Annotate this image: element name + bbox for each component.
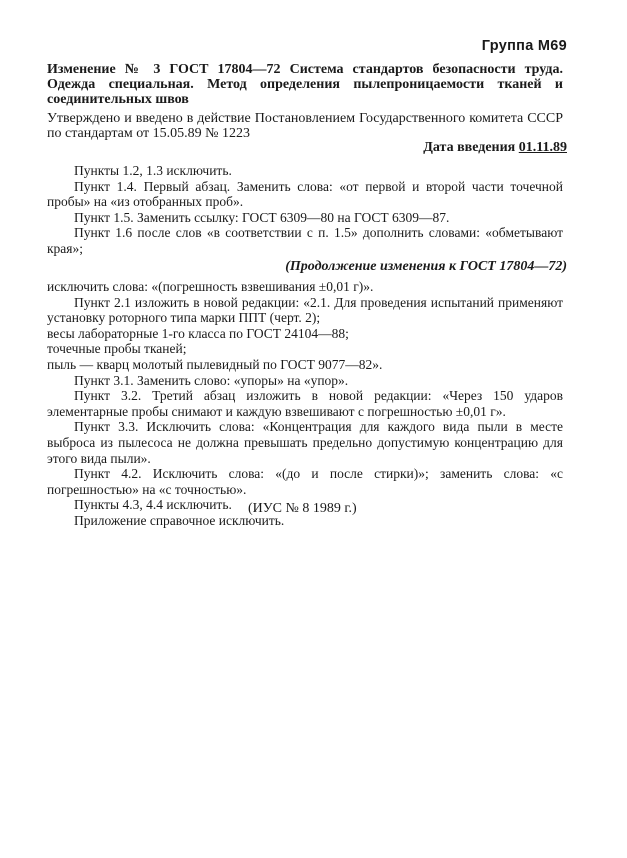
paragraph: Пункт 2.1 изложить в новой редакции: «2.1. Для проведения испытаний применяют установку роторного типа марки ППТ (черт. 2);: [47, 294, 563, 326]
paragraph: Приложение справочное исключить.: [74, 512, 285, 528]
paragraph: Пункт 3.2. Третий абзац изложить в новой редакции: «Через 150 ударов элементарные пробы снимают и каждую взвешивают с погрешностью ±0,01 г».: [47, 388, 563, 419]
paragraph: исключить слова: «(погрешность взвешивания ±0,01 г)».: [47, 279, 374, 294]
source-footer: (ИУС № 8 1989 г.): [248, 501, 357, 516]
effective-date-label: Дата введения: [423, 140, 516, 155]
continuation-heading: (Продолжение изменения к ГОСТ 17804—72): [285, 259, 567, 274]
changes-block-second: [47, 279, 563, 529]
group-label: Группа М69: [481, 38, 567, 54]
paragraph: весы лабораторные 1-го класса по ГОСТ 24104—88;: [47, 325, 349, 341]
paragraph: пыль — кварц молотый пылевидный по ГОСТ 9077—82».: [47, 356, 383, 372]
paragraph: Пункт 1.6 после слов «в соответствии с п. 1.5» дополнить словами: «обметывают края»;: [47, 225, 563, 256]
paragraph: Пункт 1.4. Первый абзац. Заменить слова: «от первой и второй части точечной пробы» на «из отобранных проб».: [47, 178, 563, 210]
changes-block-first: [47, 163, 563, 257]
effective-date-value: 01.11.89: [518, 140, 567, 155]
approval-statement: Утверждено и введено в действие Постановлением Государственного комитета СССР по стандартам от 15.05.89 № 1223: [47, 111, 563, 141]
paragraph: точечные пробы тканей;: [47, 341, 187, 357]
paragraph: Пункт 3.3. Исключить слова: «Концентрация для каждого вида пыли в месте выброса из пылесоса не должна превышать предельно допустимую концентрацию для этого вида пыли».: [47, 419, 563, 466]
paragraph: Пункты 1.2, 1.3 исключить.: [74, 163, 232, 178]
paragraph: Пункт 1.5. Заменить ссылку: ГОСТ 6309—80 на ГОСТ 6309—87.: [74, 209, 450, 225]
paragraph: Пункт 4.2. Исключить слова: «(до и после стирки)»; заменить слова: «с погрешностью» на «с точностью».: [47, 466, 563, 497]
paragraph: Пункты 4.3, 4.4 исключить.: [74, 497, 232, 513]
effective-date: [423, 140, 567, 156]
paragraph: Пункт 3.1. Заменить слово: «упоры» на «упор».: [74, 372, 349, 388]
change-title: Изменение № 3 ГОСТ 17804—72 Система стандартов безопасности труда. Одежда специальная. Метод определения пылепроницаемости тканей и соединительных швов: [47, 62, 563, 107]
